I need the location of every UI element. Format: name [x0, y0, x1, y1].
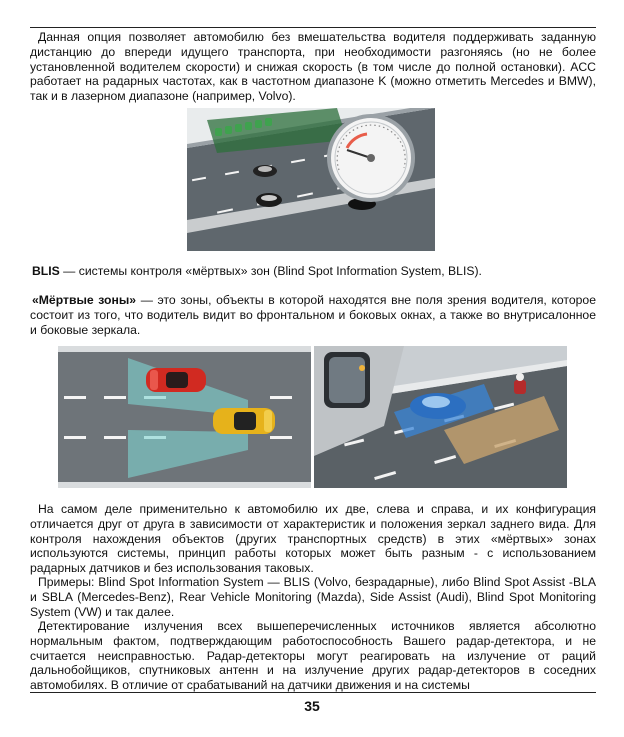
intro-paragraph: Данная опция позволяет автомобилю без вмешательства водителя поддерживать заданную дистанцию до впереди идущего транспорта, при необходимости разгоняясь (но не более установленной водителем скорости) и снижая скорость (в том числе до полной остановки). ACC работает на радарных частотах, как в частотном диапазоне K (можно отметить Mercedes и BMW), так и в лазерном диапазоне (например, Volvo).: [30, 30, 596, 104]
acc-scene: [187, 108, 435, 251]
blis-definition: BLIS — системы контроля «мёртвых» зон (Blind Spot Information System, BLIS).: [32, 264, 482, 278]
bottom-rule: [30, 692, 596, 693]
dead-zones-definition: «Мёртвые зоны» — это зоны, объекты в которой находятся вне поля зрения водителя, которое состоит из того, что водитель видит во фронтальном и боковых окнах, а также во внутрисалонное и боковые зеркала.: [30, 293, 596, 337]
page-number: 35: [304, 698, 320, 714]
acc-illustration: [187, 108, 435, 251]
red-car: [146, 368, 206, 392]
mirror-scene: [314, 346, 567, 488]
blind-zone-diagram: [58, 346, 311, 488]
mirror-view-illustration: [314, 346, 567, 488]
blue-car: [410, 393, 466, 419]
yellow-car: [213, 408, 275, 434]
examples-paragraph: Примеры: Blind Spot Information System — BLIS (Volvo, безрадарные), либо Blind Spot Assist -BLA и SBLA (Mercedes-Benz), Rear Vehicle Monitoring (Mazda), Side Assist (Audi), Blind Spot Monitoring System (VW) и так далее.: [30, 575, 596, 619]
blind-zone-scene: [58, 346, 311, 488]
detection-paragraph: Детектирование излучения всех вышеперечисленных источников является абсолютно нормальным фактом, подтверждающим работоспособность Вашего радар-детектора, и не считается неисправностью. Радар-детекторы могут реагировать на излучение от раций дальнобойщиков, спутниковых антенн и на излучение других радар-детекторов в соседних автомобилях. В отличие от срабатываний на датчики движения и на системы: [30, 619, 596, 693]
configuration-paragraph: На самом деле применительно к автомобилю их две, слева и справа, и их конфигурация отличается друг от друга в зависимости от характеристик и положения зеркал заднего вида. Для контроля нахождения объектов (других транспортных средств) в этих «мёртвых» зонах используются системы, принцип работы которых может быть разным - с использованием радарных датчиков и без использования таковых.: [30, 502, 596, 576]
blind-zone-right: [128, 430, 248, 478]
top-rule: [30, 27, 596, 28]
